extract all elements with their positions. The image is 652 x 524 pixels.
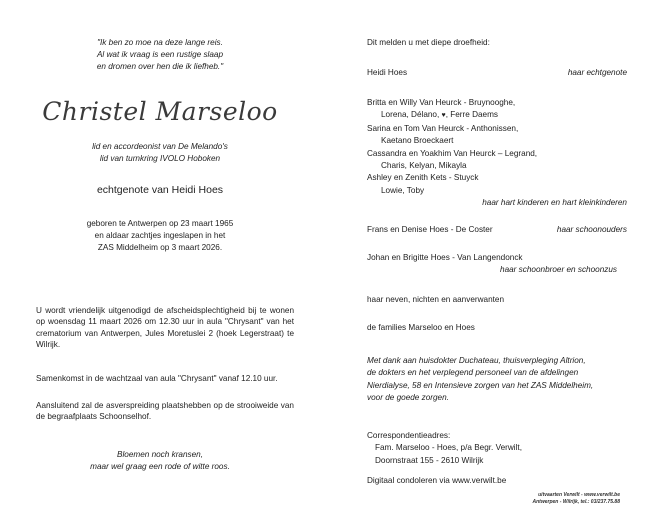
siblings-in-law-role: haar schoonbroer en schoonzus [500,265,617,274]
thanks-line: voor de goede zorgen. [367,392,449,402]
flowers-line: maar wel graag een rode of witte roos. [90,461,230,471]
deceased-name: Christel Marseloo [42,97,278,126]
intro-text: Dit melden u met diepe droefheid: [367,38,490,47]
family-line: Sarina en Tom Van Heurck - Anthonissen, [367,123,519,133]
correspondence-line: Doornstraat 155 - 2610 Wilrijk [375,455,484,465]
roles [60,141,260,165]
kids-names: Lorena, Délano, [381,110,440,120]
correspondence-label: Correspondentieadres: [367,431,451,440]
family-line-kids [367,109,627,122]
parents-in-law-role: haar schoonouders [556,225,627,234]
deceased-name-wrap [40,97,280,126]
family-line: Kaetano Broeckaert [381,136,454,146]
spouse-line: echtgenote van Heidi Hoes [96,184,224,196]
children-block [367,97,627,210]
funeral-home-footer [533,492,621,506]
invitation-text: U wordt vriendelijk uitgenodigd de afscheidsplechtigheid bij te wonen op woensdag 11 maart 2026 om 12.30 uur in aula "Chrysant" van het crematorium van Antwerpen, Jules Moretuslei 2 (hoek Legerstraat) te Wilrijk. [36,306,294,349]
role-line: lid van turnkring IVOLO Hoboken [99,153,221,163]
flowers-line: Bloemen noch kransen, [116,450,204,459]
kids-names-end: , Ferre Daems [445,110,499,120]
parents-in-law-row [367,225,627,236]
flowers-note [60,449,260,473]
siblings-in-law: Johan en Brigitte Hoes - Van Langendonck [367,253,523,262]
thanks-line: Met dank aan huisdokter Duchateau, thuisverpleging Altrion, [367,356,586,365]
family-line: Charis, Kelyan, Mikayla [381,161,467,171]
family-line: Britta en Willy Van Heurck - Bruynooghe, [367,98,516,107]
spouse-role: haar echtgenote [567,68,627,77]
thanks-line: de dokters en het verplegend personeel van de afdelingen [367,368,579,378]
parents-in-law: Frans en Denise Hoes - De Coster [367,225,493,234]
spouse-name: Heidi Hoes [367,68,408,77]
gathering-text: Samenkomst in de wachtzaal van aula "Chrysant" vanaf 12.10 uur. [36,374,278,383]
poem-line: en dromen over hen die ik liefheb." [96,61,224,71]
online-condolence-text: Digitaal condoleren via www.verwilt.be [367,476,507,485]
date-line: geboren te Antwerpen op 23 maart 1965 [86,219,234,228]
footer-line: Antwerpen - Wilrijk, tel.: 03/237.75.88 [532,499,620,505]
footer-line: uitvaarten Verwilt - www.verwilt.be [538,492,620,498]
poem-line: "Ik ben zo moe na deze lange reis. [97,38,223,47]
correspondence-line: Fam. Marseloo - Hoes, p/a Begr. Verwilt, [375,443,522,453]
family-line: Ashley en Zenith Kets - Stuyck [367,173,479,183]
children-role: haar hart kinderen en hart kleinkinderen [482,198,627,208]
family-line: Lowie, Toby [381,185,425,195]
thanks-text [367,355,627,404]
thanks-line: Nierdialyse, 58 en Intensieve zorgen van het ZAS Middelheim, [367,380,594,390]
ashes-text: Aansluitend zal de asverspreiding plaatshebben op de strooiweide van de begraafplaats Schoonselhof. [36,401,294,422]
role-line: lid en accordeonist van De Melando's [92,142,228,151]
poem-line: Al wat ik vraag is een rustige slaap [96,49,224,59]
date-line: en aldaar zachtjes ingeslapen in het [94,230,226,240]
relatives-text: haar neven, nichten en aanverwanten [367,295,505,304]
families-text: de families Marseloo en Hoes [367,323,475,332]
spouse-row [367,68,627,79]
poem [60,37,260,72]
heart-icon: ♥ [441,112,446,120]
life-dates [60,218,260,253]
family-line: Cassandra en Yoakhim Van Heurck – Legrand, [367,148,538,158]
date-line: ZAS Middelheim op 3 maart 2026. [97,242,223,252]
correspondence-block [367,430,627,467]
